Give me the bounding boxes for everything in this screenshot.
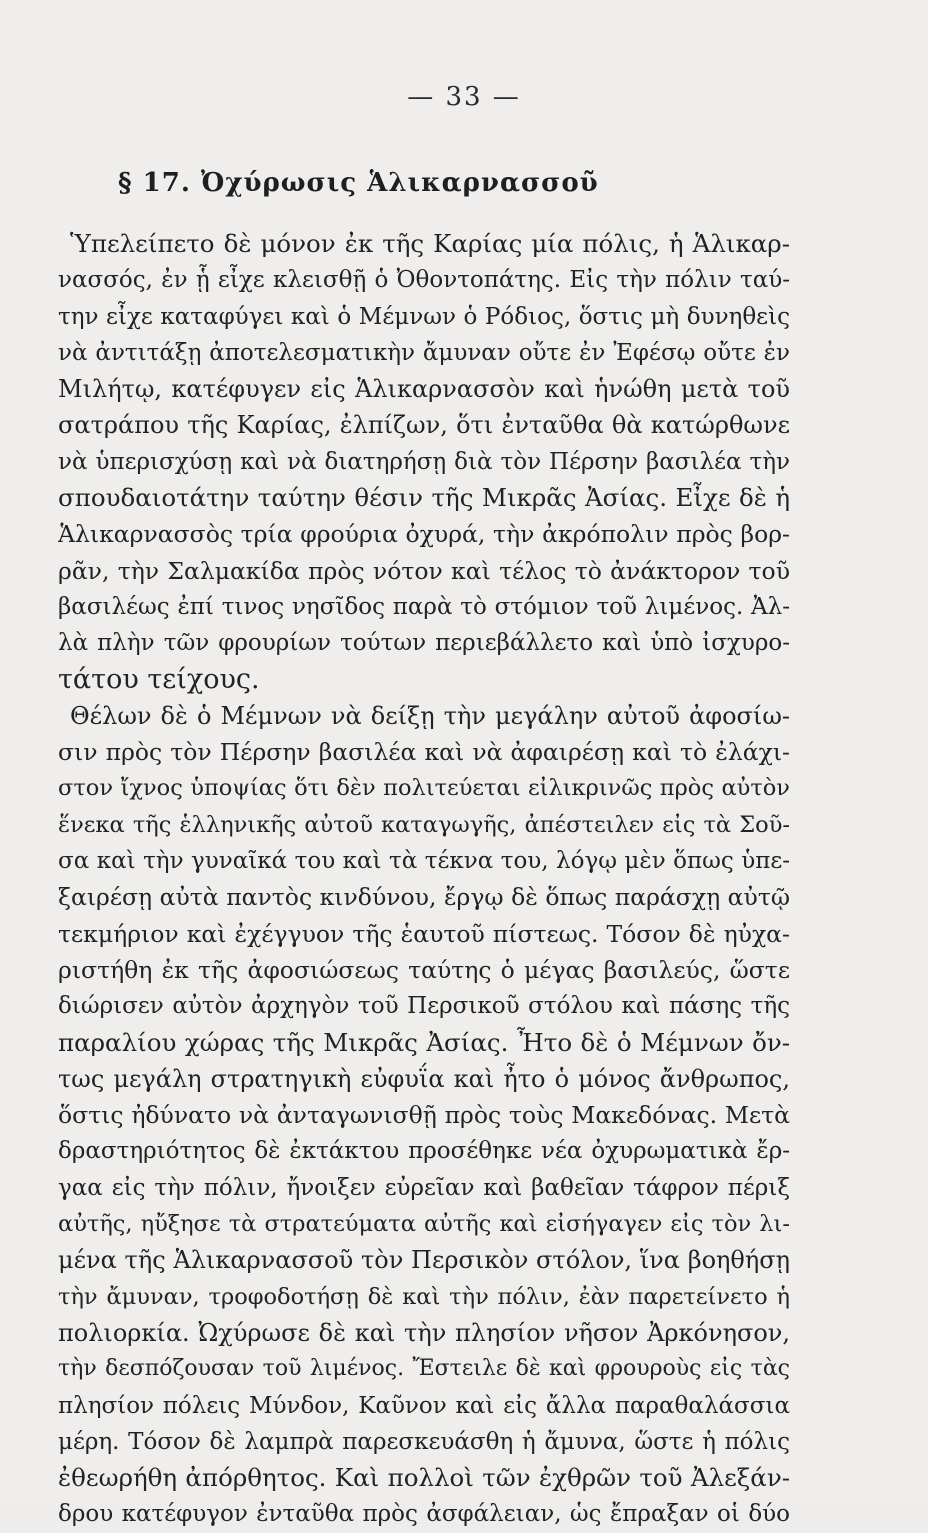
text-line: Μιλήτῳ, κατέφυγεν εἰς Ἁλικαρνασσὸν καὶ ἡνώθη μετὰ τοῦ (58, 375, 790, 404)
text-line: ἐθεωρήθη ἀπόρθητος. Καὶ πολλοὶ τῶν ἐχθρῶν τοῦ Ἀλεξάν- (58, 1463, 790, 1493)
text-line: νασσός, ἐν ᾗ εἶχε κλεισθῇ ὁ Ὀθοντοπάτης. Εἰς τὴν πόλιν ταύ- (58, 267, 790, 294)
section-heading: § 17. Ὀχύρωσις Ἁλικαρνασσοῦ (118, 168, 599, 198)
text-line: πλησίον πόλεις Μύνδον, Καῦνον καὶ εἰς ἄλλα παραθαλάσσια (58, 1392, 790, 1419)
text-line: πολιορκία. Ὠχύρωσε δὲ καὶ τὴν πλησίον νῆσον Ἀρκόνησον, (58, 1318, 790, 1347)
text-line: ξαιρέσῃ αὐτὰ παντὸς κινδύνου, ἔργῳ δὲ ὅπως παράσχῃ αὐτῷ (58, 883, 790, 912)
text-line: δραστηριότητος δὲ ἐκτάκτου προσέθηκε νέα ὀχυρωματικὰ ἔρ- (58, 1138, 790, 1165)
text-line: λὰ πλὴν τῶν φρουρίων τούτων περιεβάλλετο καὶ ὑπὸ ἰσχυρο- (58, 630, 790, 657)
text-line: σα καὶ τὴν γυναῖκά του καὶ τὰ τέκνα του, λόγῳ μὲν ὅπως ὑπε- (58, 848, 790, 875)
text-line: τάτου τείχους. (58, 663, 260, 695)
text-line: διώρισεν αὐτὸν ἀρχηγὸν τοῦ Περσικοῦ στόλου καὶ πάσης τῆς (58, 993, 790, 1020)
text-line: Θέλων δὲ ὁ Μέμνων νὰ δείξῃ τὴν μεγάλην αὐτοῦ ἀφοσίω- (70, 701, 790, 730)
text-line: σπουδαιοτάτην ταύτην θέσιν τῆς Μικρᾶς Ἀσίας. Εἶχε δὲ ἡ (58, 483, 790, 513)
text-line: τως μεγάλη στρατηγικὴ εὐφυΐα καὶ ἦτο ὁ μόνος ἄνθρωπος, (58, 1064, 790, 1093)
text-line: δρου κατέφυγον ἐνταῦθα πρὸς ἀσφάλειαν, ὡς ἔπραξαν οἱ δύο (58, 1501, 790, 1528)
text-line: Ἁλικαρνασσὸς τρία φρούρια ὀχυρά, τὴν ἀκρόπολιν πρὸς βορ- (58, 520, 790, 549)
text-line: τὴν ἄμυναν, τροφοδοτήσῃ δὲ καὶ τὴν πόλιν, ἐὰν παρετείνετο ἡ (58, 1283, 790, 1310)
text-line: την εἶχε καταφύγει καὶ ὁ Μέμνων ὁ Ρόδιος, ὅστις μὴ δυνηθεὶς (58, 303, 790, 330)
text-line: μένα τῆς Ἁλικαρνασσοῦ τὸν Περσικὸν στόλον, ἵνα βοηθήσῃ (58, 1246, 790, 1275)
page-number: — 33 — (407, 82, 521, 112)
text-line: στον ἴχνος ὑποψίας ὅτι δὲν πολιτεύεται εἰλικρινῶς πρὸς αὐτὸν (58, 775, 790, 802)
text-line: νὰ ὑπερισχύσῃ καὶ νὰ διατηρήσῃ διὰ τὸν Πέρσην βασιλέα τὴν (58, 448, 790, 475)
text-line: ρᾶν, τὴν Σαλμακίδα πρὸς νότον καὶ τέλος τὸ ἀνάκτορον τοῦ (58, 556, 790, 585)
text-line: Ὑπελείπετο δὲ μόνον ἐκ τῆς Καρίας μία πόλις, ἡ Ἁλικαρ- (70, 229, 790, 258)
body-text (58, 226, 790, 1533)
text-line: ριστήθη ἐκ τῆς ἀφοσιώσεως ταύτης ὁ μέγας βασιλεύς, ὥστε (58, 955, 790, 984)
text-line: παραλίου χώρας τῆς Μικρᾶς Ἀσίας. Ἦτο δὲ ὁ Μέμνων ὄν- (58, 1027, 790, 1057)
text-line: ὅστις ἠδύνατο νὰ ἀνταγωνισθῇ πρὸς τοὺς Μακεδόνας. Μετὰ (58, 1101, 790, 1130)
text-line: βασιλέως ἐπί τινος νησῖδος παρὰ τὸ στόμιον τοῦ λιμένος. Ἀλ- (58, 593, 790, 620)
text-line: σιν πρὸς τὸν Πέρσην βασιλέα καὶ νὰ ἀφαιρέσῃ καὶ τὸ ἐλάχι- (58, 738, 790, 767)
text-line: σατράπου τῆς Καρίας, ἐλπίζων, ὅτι ἐνταῦθα θὰ κατώρθωνε (58, 411, 790, 440)
text-line: νὰ ἀντιτάξῃ ἀποτελεσματικὴν ἄμυναν οὔτε ἐν Ἐφέσῳ οὔτε ἐν (58, 339, 790, 366)
text-line: τὴν δεσπόζουσαν τοῦ λιμένος. Ἔστειλε δὲ καὶ φρουροὺς εἰς τὰς (58, 1356, 790, 1382)
text-line: αὐτῆς, ηὔξησε τὰ στρατεύματα αὐτῆς καὶ εἰσήγαγεν εἰς τὸν λι- (58, 1211, 790, 1238)
text-line: τεκμήριον καὶ ἐχέγγυον τῆς ἑαυτοῦ πίστεως. Τόσον δὲ ηὐχα- (58, 919, 790, 948)
text-line: ἕνεκα τῆς ἑλληνικῆς αὐτοῦ καταγωγῆς, ἀπέστειλεν εἰς τὰ Σοῦ- (58, 811, 790, 838)
text-line: γαα εἰς τὴν πόλιν, ἤνοιξεν εὐρεῖαν καὶ βαθεῖαν τάφρον πέριξ (58, 1174, 790, 1201)
text-line: μέρη. Τόσον δὲ λαμπρὰ παρεσκευάσθη ἡ ἄμυνα, ὥστε ἡ πόλις (58, 1428, 790, 1455)
